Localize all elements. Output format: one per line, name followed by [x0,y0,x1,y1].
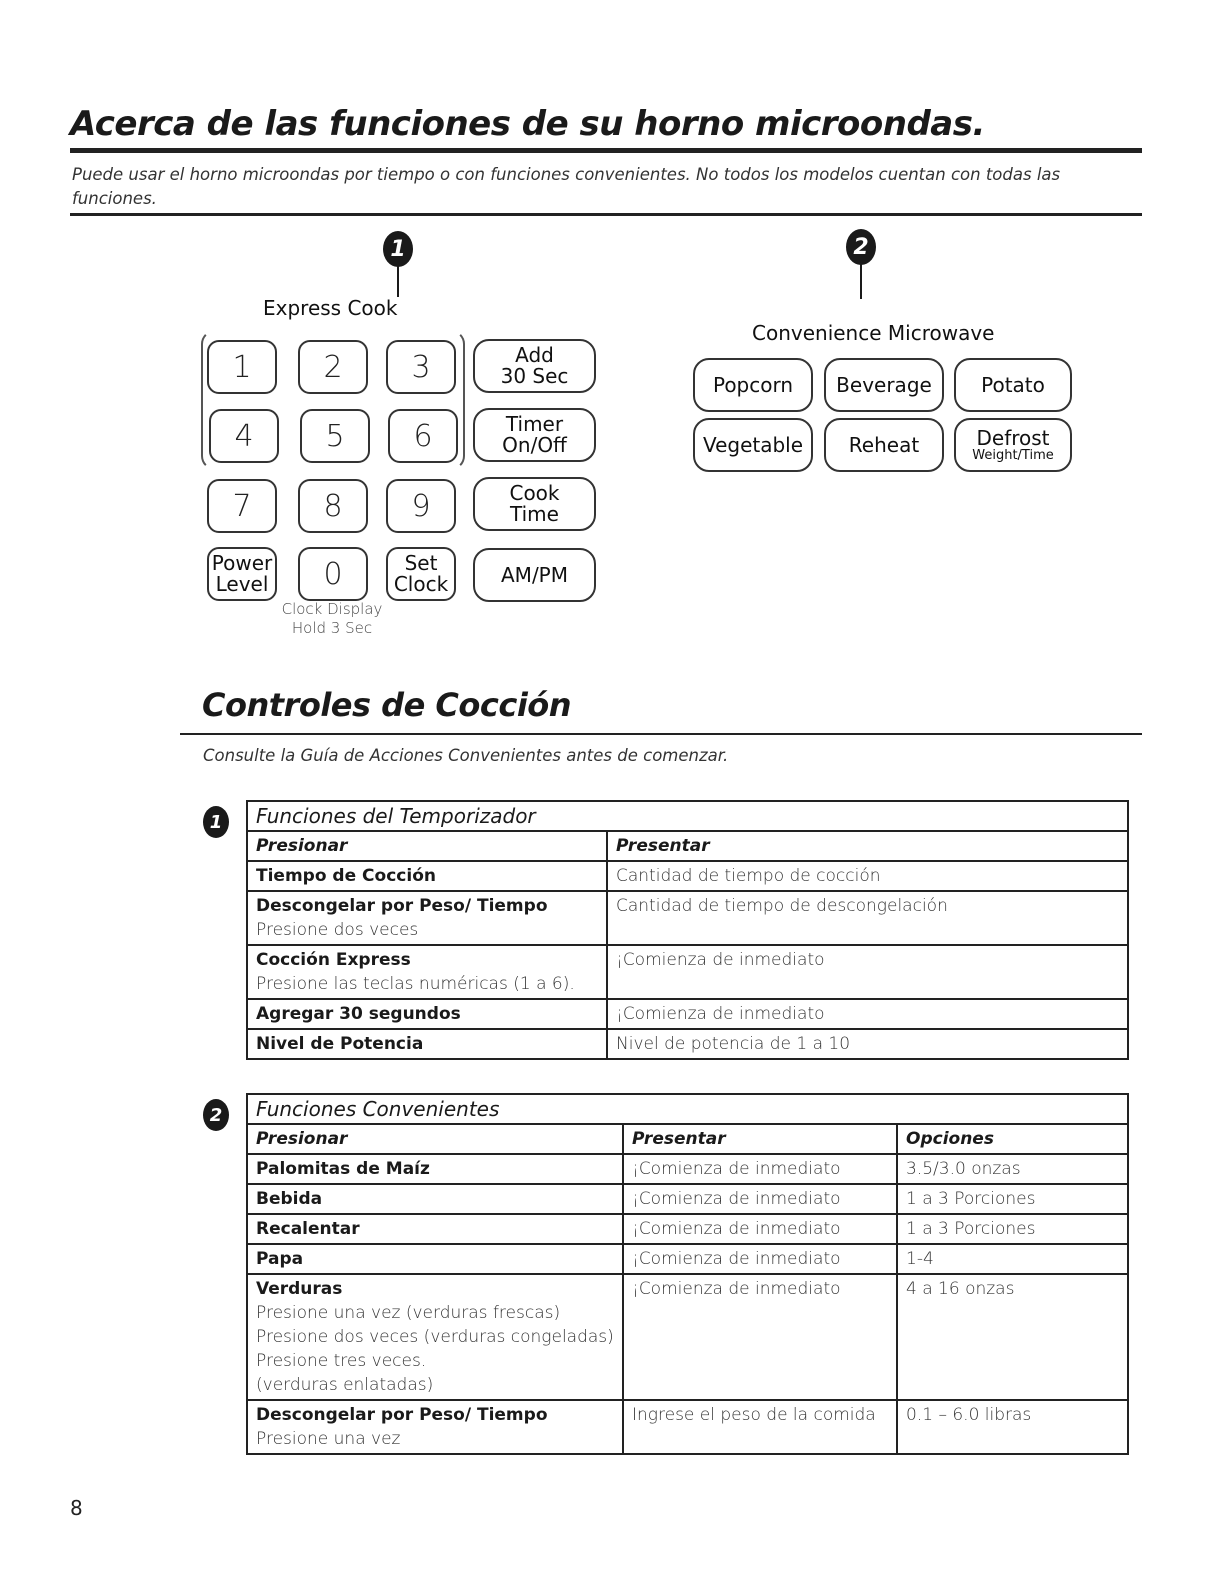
vegetable-button[interactable]: Vegetable [693,418,813,472]
cook-time-button[interactable] [473,477,596,531]
press-note: Presione una vez (verduras frescas) [256,1303,561,1323]
key-2[interactable]: 2 [298,340,368,394]
express-cook-label: Express Cook [263,296,398,320]
page-number: 8 [70,1496,83,1520]
table-row [247,999,1128,1029]
display-value: ¡Comienza de inmediato [632,1279,841,1299]
table2-header-press: Presionar [247,1124,623,1154]
set-clock-button[interactable] [386,547,456,601]
table-row [247,1400,1128,1454]
potato-button[interactable]: Potato [954,358,1072,412]
am-pm-button[interactable]: AM/PM [473,548,596,602]
cook-time-line1: Cook [509,481,560,505]
key-5[interactable]: 5 [300,409,370,463]
set-clock-line1: Set [404,551,438,575]
power-level-line1: Power [211,551,273,575]
key-3[interactable]: 3 [386,340,456,394]
timer-functions-table [246,800,1129,1060]
add-30-sec-button[interactable] [473,339,596,393]
table2-title: Funciones Convenientes [247,1094,1128,1124]
key-8[interactable]: 8 [298,479,368,533]
table2-badge: 2 [203,1099,229,1131]
clock-display-caption [262,600,402,638]
press-label: Cocción Express [256,950,411,970]
beverage-button[interactable]: Beverage [824,358,944,412]
convenience-functions-table [246,1093,1129,1455]
press-label: Nivel de Potencia [256,1034,424,1054]
add-30-line1: Add [515,343,554,367]
page-title: Acerca de las funciones de su horno microondas. [70,104,985,144]
convenience-microwave-label: Convenience Microwave [752,321,995,345]
table1-header-display: Presentar [607,831,1128,861]
press-label: Recalentar [256,1219,360,1239]
press-note: Presione tres veces. [256,1351,427,1371]
popcorn-button[interactable]: Popcorn [693,358,813,412]
reheat-button[interactable]: Reheat [824,418,944,472]
display-value: Cantidad de tiempo de cocción [616,866,881,886]
timer-line1: Timer [505,412,564,436]
options-value: 3.5/3.0 onzas [906,1159,1021,1179]
power-level-line2: Level [215,572,269,596]
defrost-line1: Defrost [976,425,1050,450]
press-label: Verduras [256,1279,343,1299]
options-value: 0.1 – 6.0 libras [906,1405,1032,1425]
clock-caption-line1: Clock Display [281,600,383,618]
section-rule [180,733,1142,735]
display-value: Ingrese el peso de la comida [632,1405,876,1425]
table-row [247,1274,1128,1400]
callout-badge-1: 1 [383,231,413,267]
table-row [247,1244,1128,1274]
timer-on-off-button[interactable] [473,408,596,462]
callout-stem-2 [860,263,862,299]
cook-time-line2: Time [510,502,559,526]
table1-badge: 1 [203,806,229,838]
options-value: 1 a 3 Porciones [906,1189,1036,1209]
press-label: Descongelar por Peso/ Tiempo [256,896,548,916]
table-row [247,945,1128,999]
intro-rule [70,213,1142,216]
options-value: 1-4 [906,1249,934,1269]
key-0[interactable]: 0 [298,547,368,601]
display-value: ¡Comienza de inmediato [616,1004,825,1024]
section-title: Controles de Cocción [202,686,572,724]
press-note: (verduras enlatadas) [256,1375,434,1395]
table-row [247,1214,1128,1244]
press-label: Bebida [256,1189,323,1209]
options-value: 1 a 3 Porciones [906,1219,1036,1239]
display-value: Cantidad de tiempo de descongelación [616,896,948,916]
table2-header-options: Opciones [897,1124,1128,1154]
press-label: Tiempo de Cocción [256,866,436,886]
display-value: Nivel de potencia de 1 a 10 [616,1034,851,1054]
key-6[interactable]: 6 [388,409,458,463]
key-4[interactable]: 4 [209,409,279,463]
display-value: ¡Comienza de inmediato [616,950,825,970]
clock-caption-line2: Hold 3 Sec [291,619,373,637]
key-1[interactable]: 1 [207,340,277,394]
timer-line2: On/Off [502,433,567,457]
press-label: Agregar 30 segundos [256,1004,461,1024]
key-7[interactable]: 7 [207,479,277,533]
callout-stem-1 [397,265,399,297]
options-value: 4 a 16 onzas [906,1279,1015,1299]
display-value: ¡Comienza de inmediato [632,1249,841,1269]
callout-badge-2: 2 [846,229,876,265]
display-value: ¡Comienza de inmediato [632,1159,841,1179]
table-row [247,861,1128,891]
press-label: Palomitas de Maíz [256,1159,430,1179]
display-value: ¡Comienza de inmediato [632,1219,841,1239]
table-row [247,891,1128,945]
table-row [247,1184,1128,1214]
press-label: Papa [256,1249,304,1269]
power-level-button[interactable] [207,547,277,601]
press-note: Presione una vez [256,1429,401,1449]
table-row [247,1154,1128,1184]
table1-title: Funciones del Temporizador [247,801,1128,831]
press-label: Descongelar por Peso/ Tiempo [256,1405,548,1425]
table1-header-press: Presionar [247,831,607,861]
set-clock-line2: Clock [393,572,449,596]
press-note: Presione dos veces (verduras congeladas) [256,1327,614,1347]
defrost-button[interactable] [954,418,1072,472]
add-30-line2: 30 Sec [500,364,569,388]
display-value: ¡Comienza de inmediato [632,1189,841,1209]
section-subtitle: Consulte la Guía de Acciones Convenientes antes de comenzar. [203,746,729,765]
table-row [247,1029,1128,1059]
defrost-line2: Weight/Time [972,447,1054,463]
title-rule [70,148,1142,153]
intro-text: Puede usar el horno microondas por tiempo o con funciones convenientes. No todos los modelos cuentan con todas las funciones. [72,165,1061,208]
press-note: Presione dos veces [256,920,419,940]
press-note: Presione las teclas numéricas (1 a 6). [256,974,575,994]
key-9[interactable]: 9 [386,479,456,533]
table2-header-display: Presentar [623,1124,897,1154]
